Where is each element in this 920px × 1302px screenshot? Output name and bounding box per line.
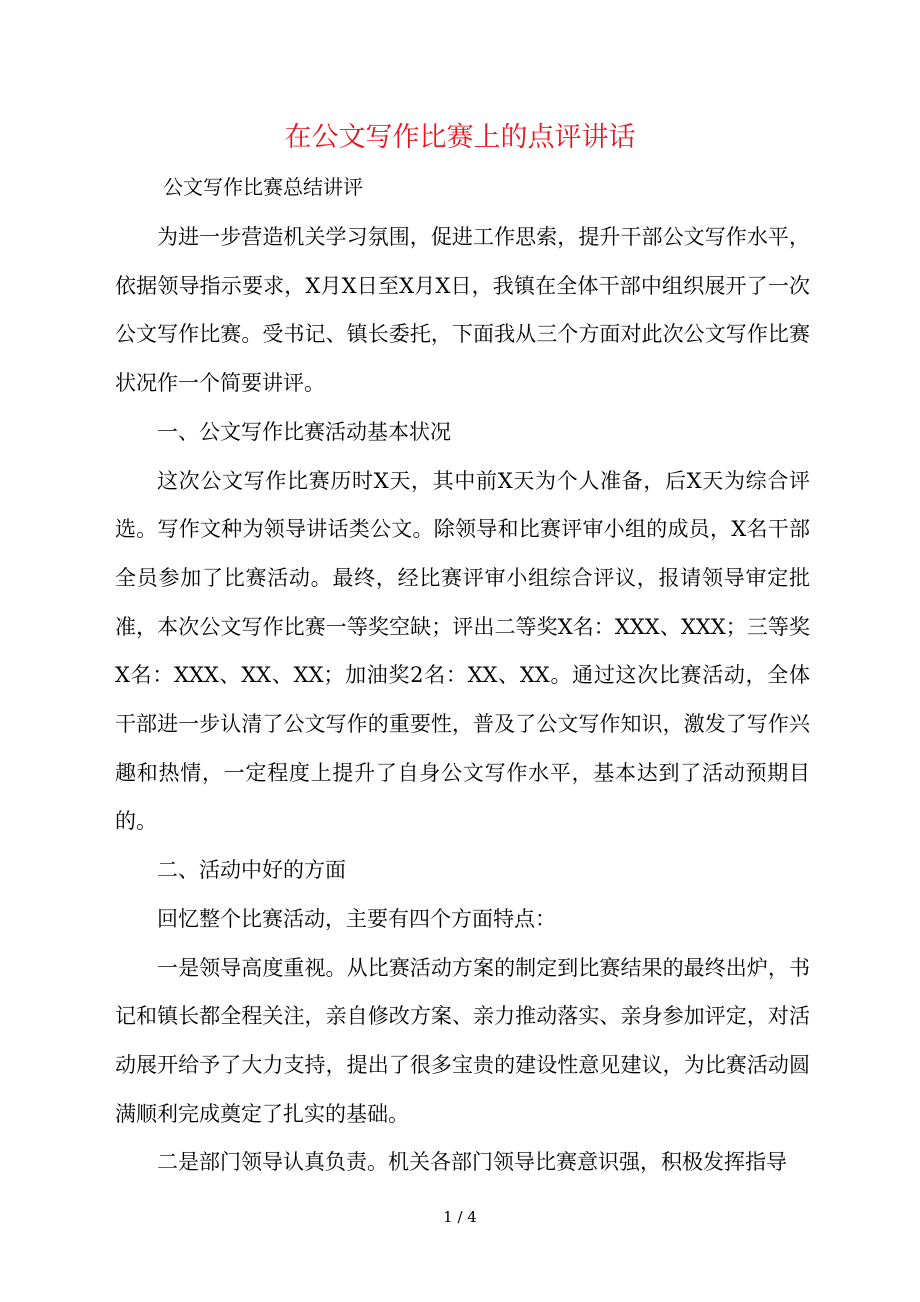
paragraph-features-intro: 回忆整个比赛活动，主要有四个方面特点： — [157, 906, 556, 931]
paragraph-intro: 为进一步营造机关学习氛围，促进工作思索，提升干部公文写作水平，依据领导指示要求，X月X日至X月X日，我镇在全体干部中组织展开了一次公文写作比赛。受书记、镇长委托，下面我从三个方面对此次公文写作比赛状况作一个简要讲评。 — [115, 225, 810, 396]
paragraph-feature-1: 一是领导高度重视。从比赛活动方案的制定到比赛结果的最终出炉，书记和镇长都全程关注，亲自修改方案、亲力推动落实、亲身参加评定，对活动展开给予了大力支持，提出了很多宝贵的建设性意见建议，为比赛活动圆满顺利完成奠定了扎实的基础。 — [115, 955, 810, 1126]
section-heading-2: 二、活动中好的方面 — [157, 858, 346, 883]
section-heading-1: 一、公文写作比赛活动基本状况 — [157, 419, 451, 444]
document-body — [115, 213, 810, 1187]
page-number: 1 / 4 — [443, 1208, 477, 1226]
document-title: 在公文写作比赛上的点评讲话 — [284, 122, 636, 153]
paragraph-overview: 这次公文写作比赛历时X天，其中前X天为个人准备，后X天为综合评选。写作文种为领导讲话类公文。除领导和比赛评审小组的成员，X名干部全员参加了比赛活动。最终，经比赛评审小组综合评议，报请领导审定批准，本次公文写作比赛一等奖空缺；评出二等奖X名：XXX、XXX；三等奖X名：XXX、XX、XX；加油奖2名：XX、XX。通过这次比赛活动，全体干部进一步认清了公文写作的重要性，普及了公文写作知识，激发了写作兴趣和热情，一定程度上提升了自身公文写作水平，基本达到了活动预期目的。 — [115, 468, 810, 834]
paragraph-feature-2: 二是部门领导认真负责。机关各部门领导比赛意识强，积极发挥指导 — [157, 1150, 787, 1175]
document-subtitle: 公文写作比赛总结讲评 — [163, 175, 363, 199]
